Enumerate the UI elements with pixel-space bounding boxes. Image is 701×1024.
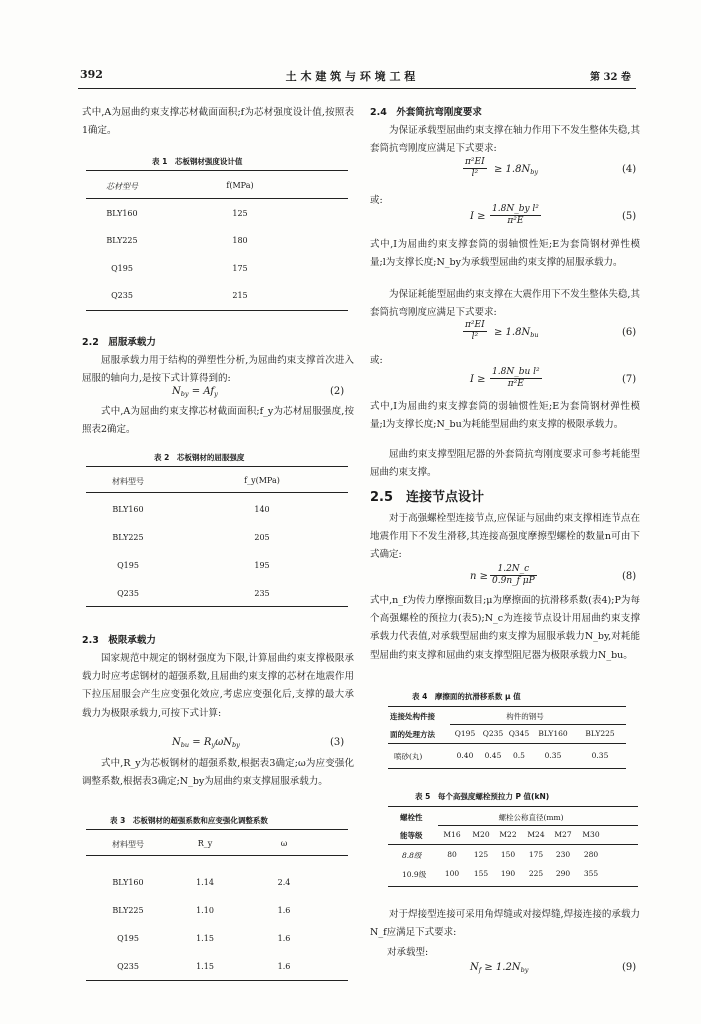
table5-cell: 80 <box>447 850 457 859</box>
table1-header-f: f(MPa) <box>226 181 254 190</box>
table4-cell: 0.35 <box>591 751 609 760</box>
table2-cell: 235 <box>254 589 270 598</box>
section-2-4-para2: 式中,I为屈曲约束支撑套筒的弱轴惯性矩;E为套筒钢材弹性模量;l为支撑长度;N_by为承载型屈曲约束支撑的屈服承载力。 <box>370 239 640 269</box>
table2-top-rule <box>86 466 348 467</box>
section-2-2-title: 2.2 屈服承载力 <box>82 337 156 348</box>
table3-cell: 1.15 <box>196 934 214 943</box>
table4-bottom-rule <box>388 768 626 769</box>
table5-header-size: 螺栓公称直径(mm) <box>498 813 564 822</box>
table1-bottom-rule <box>86 310 348 311</box>
table3-cell: BLY160 <box>112 878 144 887</box>
table3-cell: 1.15 <box>196 962 214 971</box>
table5-bottom-rule <box>388 886 638 887</box>
equation-8-lhs: n ≥ <box>470 571 488 582</box>
table4-header-row1: 连接处构件接 <box>390 712 435 721</box>
table2-header-fy: f_y(MPa) <box>244 476 280 485</box>
section-2-4-title: 2.4 外套筒抗弯刚度要求 <box>370 107 482 118</box>
section-2-3-para1: 国家规范中规定的钢材强度为下限,计算屈曲约束支撑极限承载力时应考虑钢材的超强系数,且屈曲约束支撑的芯材在地震作用下拉压屈服会产生应变强化效应,考虑应变强化后,支撑的最大承载力为极限承载力,可按下式计算: <box>82 653 354 719</box>
equation-7-fraction: $\frac{\text{1.8N\_bu l²}}{\text{π²E}}$ <box>492 367 540 389</box>
table1-cell: Q195 <box>111 264 133 273</box>
table4-sub-rule <box>450 724 626 725</box>
section-2-5-para1: 对于高强螺栓型连接节点,应保证与屈曲约束支撑相连节点在地震作用下不发生滑移,其连接高强度摩擦型螺栓的数量n可由下式确定: <box>370 513 640 561</box>
table4-grade: Q195 <box>454 729 476 738</box>
table5-mid-rule <box>388 844 638 845</box>
equation-3: $N_{bu} = R_y\omega N_{by}$ <box>172 737 240 749</box>
table3-cell: 2.4 <box>277 878 291 887</box>
table4-grade: Q345 <box>508 729 530 738</box>
table3-mid-rule <box>86 855 348 856</box>
table3-top-rule <box>86 829 348 830</box>
table5-sub-rule <box>438 825 638 826</box>
table5-cell: 230 <box>555 850 571 859</box>
equation-6-fraction: $\frac{\text{π²EI}}{\text{l²}}$ <box>465 320 485 342</box>
table1-cell: 215 <box>232 291 248 300</box>
equation-2: $N_{by} = Af_y$ <box>172 386 218 398</box>
table3-cell: 1.6 <box>277 962 291 971</box>
table1-header-model: 芯材型号 <box>106 182 138 191</box>
equation-4-rhs: ≥ $1.8N_{by}$ <box>494 164 539 176</box>
table4-header-row2: 面的处理方法 <box>390 730 435 739</box>
table4-grade: BLY160 <box>538 729 568 738</box>
equation-5-fraction: $\frac{\text{1.8N\_by l²}}{\text{π²E}}$ <box>492 204 539 226</box>
table3-cell: Q195 <box>117 934 139 943</box>
table5-top-rule <box>388 806 638 807</box>
table1-cell: BLY225 <box>106 236 138 245</box>
table5-cell: 355 <box>583 869 599 878</box>
table5-cell: 280 <box>583 850 599 859</box>
table5-cell: 190 <box>500 869 516 878</box>
equation-9-number: (9) <box>622 962 637 973</box>
table2-cell: 205 <box>254 533 270 542</box>
table4-cell: 0.5 <box>513 751 525 760</box>
table4-header-grade: 构件的钢号 <box>506 712 544 721</box>
table1-cell: 125 <box>232 209 248 218</box>
table3-cell: BLY225 <box>112 906 144 915</box>
table4-cell: 0.45 <box>484 751 502 760</box>
table5-cell: 155 <box>473 869 489 878</box>
table2-cell: BLY225 <box>112 533 144 542</box>
table3-cell: 1.10 <box>196 906 214 915</box>
section-2-2-para1: 屈服承载力用于结构的弹塑性分析,为屈曲约束支撑首次进入屈服的轴向力,是按下式计算得到的: <box>82 355 354 385</box>
equation-8-fraction: $\frac{1.2N\_c}{\text{0.9n\_f μP}}$ <box>492 564 535 586</box>
table5-row-label: 8.8级 <box>402 851 422 860</box>
table5-row-label: 10.9级 <box>402 870 427 879</box>
table3-caption: 表 3 芯板钢材的超强系数和应变强化调整系数 <box>110 816 268 825</box>
table5-cell: 290 <box>555 869 571 878</box>
table4-cell: 0.40 <box>456 751 474 760</box>
section-2-3-para2: 式中,R_y为芯板钢材的超强系数,根据表3确定;ω为应变强化调整系数,根据表3确定;N_by为屈曲约束支撑屈服承载力。 <box>82 758 354 788</box>
section-2-4-para1: 为保证承载型屈曲约束支撑在轴力作用下不发生整体失稳,其套筒抗弯刚度应满足下式要求: <box>370 125 640 155</box>
volume-label: 第 32 卷 <box>590 72 631 83</box>
table5-cell: 175 <box>528 850 544 859</box>
equation-8-number: (8) <box>622 571 637 582</box>
equation-9: $N_f \ge 1.2N_{by}$ <box>470 962 529 974</box>
table2-cell: 140 <box>254 505 270 514</box>
table1-top-rule <box>86 170 348 171</box>
or-label-1: 或: <box>370 195 383 206</box>
table3-header-ry: R_y <box>197 839 213 848</box>
equation-2-number: (2) <box>330 386 345 397</box>
equation-6-number: (6) <box>622 327 637 338</box>
equation-7-number: (7) <box>622 374 637 385</box>
bearing-type-label: 对承载型: <box>387 947 429 958</box>
table1-cell: BLY160 <box>106 209 138 218</box>
table4-grade: BLY225 <box>585 729 615 738</box>
table5-size: M30 <box>582 830 600 839</box>
table3-cell: Q235 <box>117 962 139 971</box>
or-label-2: 或: <box>370 355 383 366</box>
intro-paragraph: 式中,A为屈曲约束支撑芯材截面面积;f为芯材强度设计值,按照表1确定。 <box>82 107 354 137</box>
header-rule <box>78 88 636 89</box>
section-2-5-title: 2.5 连接节点设计 <box>370 490 485 505</box>
page-number: 392 <box>80 68 103 81</box>
equation-5-number: (5) <box>622 211 637 222</box>
equation-4-fraction: $\frac{\text{π²EI}}{\text{l²}}$ <box>465 157 485 179</box>
table1-mid-rule <box>86 198 348 199</box>
equation-6-rhs: ≥ $1.8N_{bu}$ <box>494 327 539 339</box>
equation-7-lhs: I ≥ <box>470 374 486 385</box>
table3-header-omega: ω <box>280 839 288 848</box>
welded-connection-para: 对于焊接型连接可采用角焊缝或对接焊缝,焊接连接的承载力N_f应满足下式要求: <box>370 909 640 939</box>
table2-bottom-rule <box>86 606 348 607</box>
table1-cell: Q235 <box>111 291 133 300</box>
table4-mid-rule <box>388 743 626 744</box>
table3-cell: 1.6 <box>277 934 291 943</box>
table5-size: M27 <box>554 830 572 839</box>
table5-caption: 表 5 每个高强度螺栓预拉力 P 值(kN) <box>415 792 550 801</box>
table4-row-label: 喷砂(丸) <box>394 752 423 761</box>
table2-cell: 195 <box>254 561 270 570</box>
table5-header-row1: 螺栓性 <box>400 813 423 822</box>
table4-caption: 表 4 摩擦面的抗滑移系数 μ 值 <box>412 692 521 701</box>
table5-header-row2: 能等级 <box>400 831 423 840</box>
table2-header-model: 材料型号 <box>112 477 144 486</box>
table5-cell: 150 <box>500 850 516 859</box>
table5-cell: 100 <box>444 869 460 878</box>
table5-size: M22 <box>499 830 517 839</box>
table1-cell: 180 <box>232 236 248 245</box>
table5-cell: 225 <box>528 869 544 878</box>
journal-title: 土 木 建 筑 与 环 境 工 程 <box>285 70 416 83</box>
section-2-3-title: 2.3 极限承载力 <box>82 635 156 646</box>
table4-grade: Q235 <box>482 729 504 738</box>
equation-5-lhs: I ≥ <box>470 211 486 222</box>
table5-cell: 125 <box>473 850 489 859</box>
table5-size: M20 <box>472 830 490 839</box>
section-2-4-para3: 为保证耗能型屈曲约束支撑在大震作用下不发生整体失稳,其套筒抗弯刚度应满足下式要求: <box>370 289 640 319</box>
table2-cell: Q235 <box>117 589 139 598</box>
section-2-4-para4: 式中,I为屈曲约束支撑套筒的弱轴惯性矩;E为套筒钢材弹性模量;l为支撑长度;N_bu为耗能型屈曲约束支撑的极限承载力。 <box>370 401 640 431</box>
section-2-5-para2: 式中,n_f为传力摩擦面数目;μ为摩擦面的抗滑移系数(表4);P为每个高强螺栓的预拉力(表5);N_c为连接节点设计用屈曲约束支撑承载力代表值,对承载型屈曲约束支撑为屈服承载力N_by,对耗能型屈曲约束支撑和屈曲约束支撑型阻尼器为极限承载力N_bu。 <box>370 595 640 661</box>
table3-cell: 1.14 <box>196 878 214 887</box>
table3-cell: 1.6 <box>277 906 291 915</box>
table3-bottom-rule <box>86 980 348 981</box>
table1-caption: 表 1 芯板钢材强度设计值 <box>152 157 243 166</box>
table2-mid-rule <box>86 492 348 493</box>
table2-cell: BLY160 <box>112 505 144 514</box>
section-2-4-para5: 屈曲约束支撑型阻尼器的外套筒抗弯刚度要求可参考耗能型屈曲约束支撑。 <box>370 449 640 479</box>
equation-3-number: (3) <box>330 737 345 748</box>
equation-4-number: (4) <box>622 164 637 175</box>
table3-header-model: 材料型号 <box>112 840 144 849</box>
table4-cell: 0.35 <box>544 751 562 760</box>
table2-cell: Q195 <box>117 561 139 570</box>
table5-size: M24 <box>527 830 545 839</box>
table1-cell: 175 <box>232 264 248 273</box>
table2-caption: 表 2 芯板钢材的屈服强度 <box>154 453 245 462</box>
section-2-2-para2: 式中,A为屈曲约束支撑芯材截面面积;f_y为芯材屈服强度,按照表2确定。 <box>82 406 354 436</box>
table5-size: M16 <box>443 830 461 839</box>
table4-top-rule <box>388 706 626 707</box>
